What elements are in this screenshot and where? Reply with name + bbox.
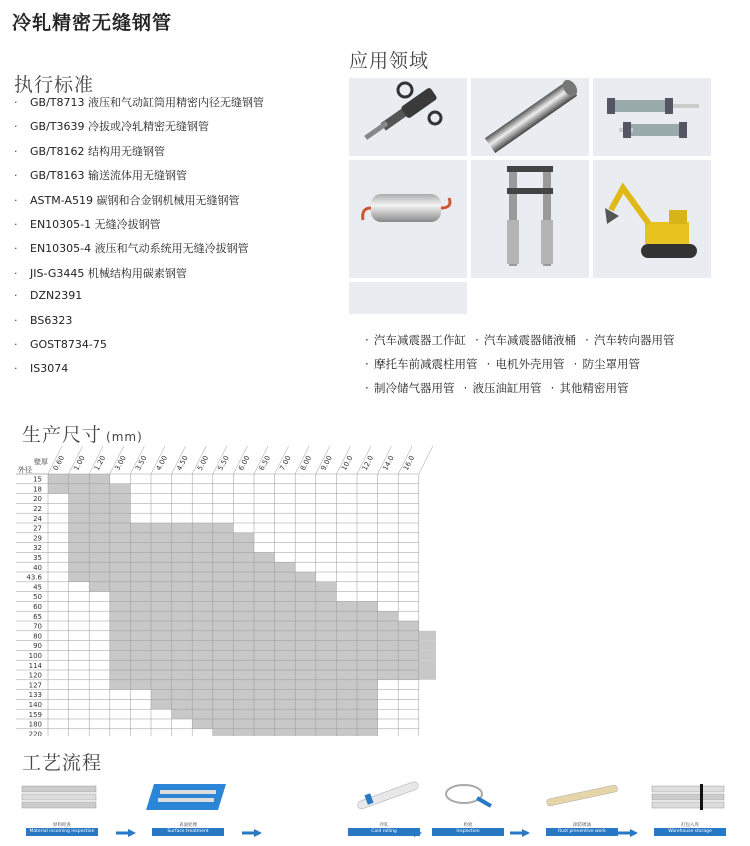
outer-diameter-label: 15 xyxy=(33,475,42,484)
shock-absorber-image xyxy=(349,78,467,156)
process-step-image xyxy=(420,780,516,822)
standard-item: · EN10305-4 液压和气动系统用无缝冷拔钢管 xyxy=(14,240,264,264)
applications-row xyxy=(360,356,679,380)
outer-diameter-label: 100 xyxy=(28,652,42,660)
steering-gear-image xyxy=(349,282,467,314)
process-step-image xyxy=(140,780,236,822)
outer-diameter-label: 40 xyxy=(33,563,42,572)
wall-thickness-label: 0.60 xyxy=(51,454,67,472)
outer-diameter-label: 180 xyxy=(28,720,42,729)
outer-diameter-label: 43.6 xyxy=(26,573,42,582)
wall-thickness-label: 3.00 xyxy=(113,454,128,472)
outer-diameter-label: 24 xyxy=(33,514,42,523)
standard-item: · GOST8734-75 xyxy=(14,338,264,362)
process-step-image xyxy=(534,780,630,822)
size-availability-bar xyxy=(48,474,110,484)
page-title: 冷轧精密无缝钢管 xyxy=(12,12,173,34)
process-step xyxy=(420,780,516,840)
outer-diameter-label: 65 xyxy=(33,612,42,621)
wall-thickness-label: 3.50 xyxy=(134,454,149,472)
standard-item: · ASTM-A519 碳钢和合金钢机械用无缝钢管 xyxy=(14,192,264,216)
wall-thickness-label: 8.00 xyxy=(298,454,314,472)
standards-heading: 执行标准 xyxy=(14,74,95,96)
application-item: · 汽车减震器储液桶 xyxy=(470,333,576,347)
application-item: · 摩托车前减震柱用管 xyxy=(360,357,478,371)
process-step xyxy=(534,780,630,840)
header-diagonal xyxy=(419,446,433,474)
standard-item: · DZN2391 xyxy=(14,289,264,313)
wall-thickness-label: 5.50 xyxy=(216,454,231,472)
outer-diameter-label: 114 xyxy=(28,661,42,670)
size-availability-bar xyxy=(110,631,436,641)
process-step-en: Warehouse storage xyxy=(654,828,726,836)
outer-diameter-label: 133 xyxy=(28,691,42,700)
application-item: · 制冷储气器用管 xyxy=(360,381,455,395)
applications-row xyxy=(360,380,679,404)
motorcycle-fork-image xyxy=(471,160,589,278)
hydraulic-cylinder-image xyxy=(593,78,711,156)
wall-thickness-label: 4.00 xyxy=(154,454,170,472)
standard-item: · GB/T8162 结构用无缝钢管 xyxy=(14,143,264,167)
process-step-cn: 打包入库 xyxy=(681,823,699,828)
outer-diameter-label: 159 xyxy=(28,710,42,719)
applications-gallery xyxy=(349,78,713,314)
process-step xyxy=(14,780,110,840)
application-item: · 电机外壳用管 xyxy=(482,357,565,371)
process-step-cn: 涂防锈油 xyxy=(573,823,591,828)
wall-thickness-label: 10.0 xyxy=(340,454,355,472)
outer-diameter-label: 127 xyxy=(28,681,42,690)
standard-item: · EN10305-1 无缝冷拔钢管 xyxy=(14,216,264,240)
wall-thickness-label: 7.00 xyxy=(278,454,293,472)
outer-diameter-label: 140 xyxy=(28,701,42,709)
process-step-en: Inspection xyxy=(432,828,504,836)
process-arrow-icon xyxy=(510,822,530,830)
process-flow xyxy=(14,780,734,840)
size-availability-bar xyxy=(69,494,131,504)
standard-item: · GB/T8713 液压和气动缸筒用精密内径无缝钢管 xyxy=(14,94,264,118)
process-step-en: Rust preventive work xyxy=(546,828,618,836)
process-step-en: Material incoming inspection xyxy=(26,828,98,836)
standard-item: · GB/T8163 输送流体用无缝钢管 xyxy=(14,167,264,191)
process-arrow-icon xyxy=(402,822,422,830)
outer-diameter-label: 18 xyxy=(33,485,42,494)
wall-thickness-label: 12.0 xyxy=(360,454,376,472)
outer-diameter-label: 27 xyxy=(33,524,42,533)
standards-list xyxy=(14,94,264,387)
wall-thickness-label: 6.50 xyxy=(257,454,273,472)
outer-diameter-label: 29 xyxy=(33,534,42,543)
standard-item: · IS3074 xyxy=(14,362,264,386)
size-availability-bar xyxy=(110,670,436,680)
outer-diameter-label: 90 xyxy=(33,642,42,651)
size-availability-bar xyxy=(151,690,378,700)
process-step-cn: 冷轧 xyxy=(379,823,389,828)
row-axis-label: 外径 xyxy=(18,466,32,474)
wall-thickness-label: 14.0 xyxy=(381,454,396,472)
size-availability-bar xyxy=(192,719,377,729)
process-step-image xyxy=(336,780,432,822)
application-item: · 防尘罩用管 xyxy=(569,357,641,371)
wall-thickness-label: 16.0 xyxy=(401,454,417,472)
outer-diameter-label: 35 xyxy=(33,554,42,562)
size-chart xyxy=(16,446,436,736)
wall-thickness-label: 4.50 xyxy=(175,454,190,472)
process-step-cn: 检验 xyxy=(463,823,473,828)
production-heading xyxy=(22,420,143,447)
process-step-image xyxy=(642,780,738,822)
process-arrow-icon xyxy=(242,822,262,830)
process-step-en: Cold rolling xyxy=(348,828,420,836)
col-axis-label: 壁厚 xyxy=(34,458,48,466)
size-availability-bar xyxy=(110,650,436,660)
process-step-image xyxy=(14,780,110,822)
wall-thickness-label: 5.00 xyxy=(195,454,211,472)
outer-diameter-label: 20 xyxy=(33,495,42,504)
wall-thickness-label: 1.00 xyxy=(72,454,87,472)
production-heading-text: 生产尺寸 xyxy=(22,424,103,446)
size-availability-bar xyxy=(69,533,254,543)
size-availability-bar xyxy=(69,503,131,513)
air-reservoir-image xyxy=(349,160,467,278)
outer-diameter-label: 60 xyxy=(33,603,42,611)
outer-diameter-label: 50 xyxy=(33,593,42,602)
steel-tube-image xyxy=(471,78,589,156)
application-item: · 汽车减震器工作缸 xyxy=(360,333,466,347)
applications-list xyxy=(360,332,679,404)
process-step-en: Surface treatment xyxy=(152,828,224,836)
standard-item: · BS6323 xyxy=(14,314,264,338)
application-item: · 汽车转向器用管 xyxy=(580,333,675,347)
excavator-image xyxy=(593,160,711,278)
standard-item: · JIS-G3445 机械结构用碳素钢管 xyxy=(14,265,264,289)
size-availability-bar xyxy=(69,513,131,523)
size-availability-bar xyxy=(110,621,419,631)
wall-thickness-label: 1.20 xyxy=(92,454,108,472)
process-step xyxy=(642,780,738,840)
applications-row xyxy=(360,332,679,356)
applications-heading: 应用领域 xyxy=(349,50,430,72)
outer-diameter-label: 80 xyxy=(33,632,42,641)
production-unit: (mm) xyxy=(106,430,143,444)
size-availability-bar xyxy=(69,562,296,572)
outer-diameter-label: 32 xyxy=(33,544,42,553)
size-availability-bar xyxy=(110,680,378,690)
process-heading: 工艺流程 xyxy=(22,752,103,774)
size-availability-bar xyxy=(110,592,337,602)
application-item: · 其他精密用管 xyxy=(546,381,629,395)
outer-diameter-label: 120 xyxy=(28,671,42,680)
size-availability-bar xyxy=(110,641,436,651)
size-availability-bar xyxy=(110,601,378,611)
application-item: · 液压油缸用管 xyxy=(459,381,542,395)
size-availability-bar xyxy=(69,543,254,553)
wall-thickness-label: 6.00 xyxy=(237,454,252,472)
outer-diameter-label: 220 xyxy=(28,730,42,736)
outer-diameter-label: 70 xyxy=(33,622,42,631)
standard-item: · GB/T3639 冷拔或冷轧精密无缝钢管 xyxy=(14,118,264,142)
process-step xyxy=(140,780,236,840)
wall-thickness-label: 9.00 xyxy=(319,454,334,472)
process-arrow-icon xyxy=(618,822,638,830)
size-availability-bar xyxy=(151,699,378,709)
outer-diameter-label: 45 xyxy=(33,583,42,592)
process-step-cn: 原料检查 xyxy=(53,823,71,828)
size-availability-bar xyxy=(110,660,436,670)
outer-diameter-label: 22 xyxy=(33,505,42,513)
process-arrow-icon xyxy=(116,822,136,830)
process-step-cn: 表面处理 xyxy=(179,823,197,828)
